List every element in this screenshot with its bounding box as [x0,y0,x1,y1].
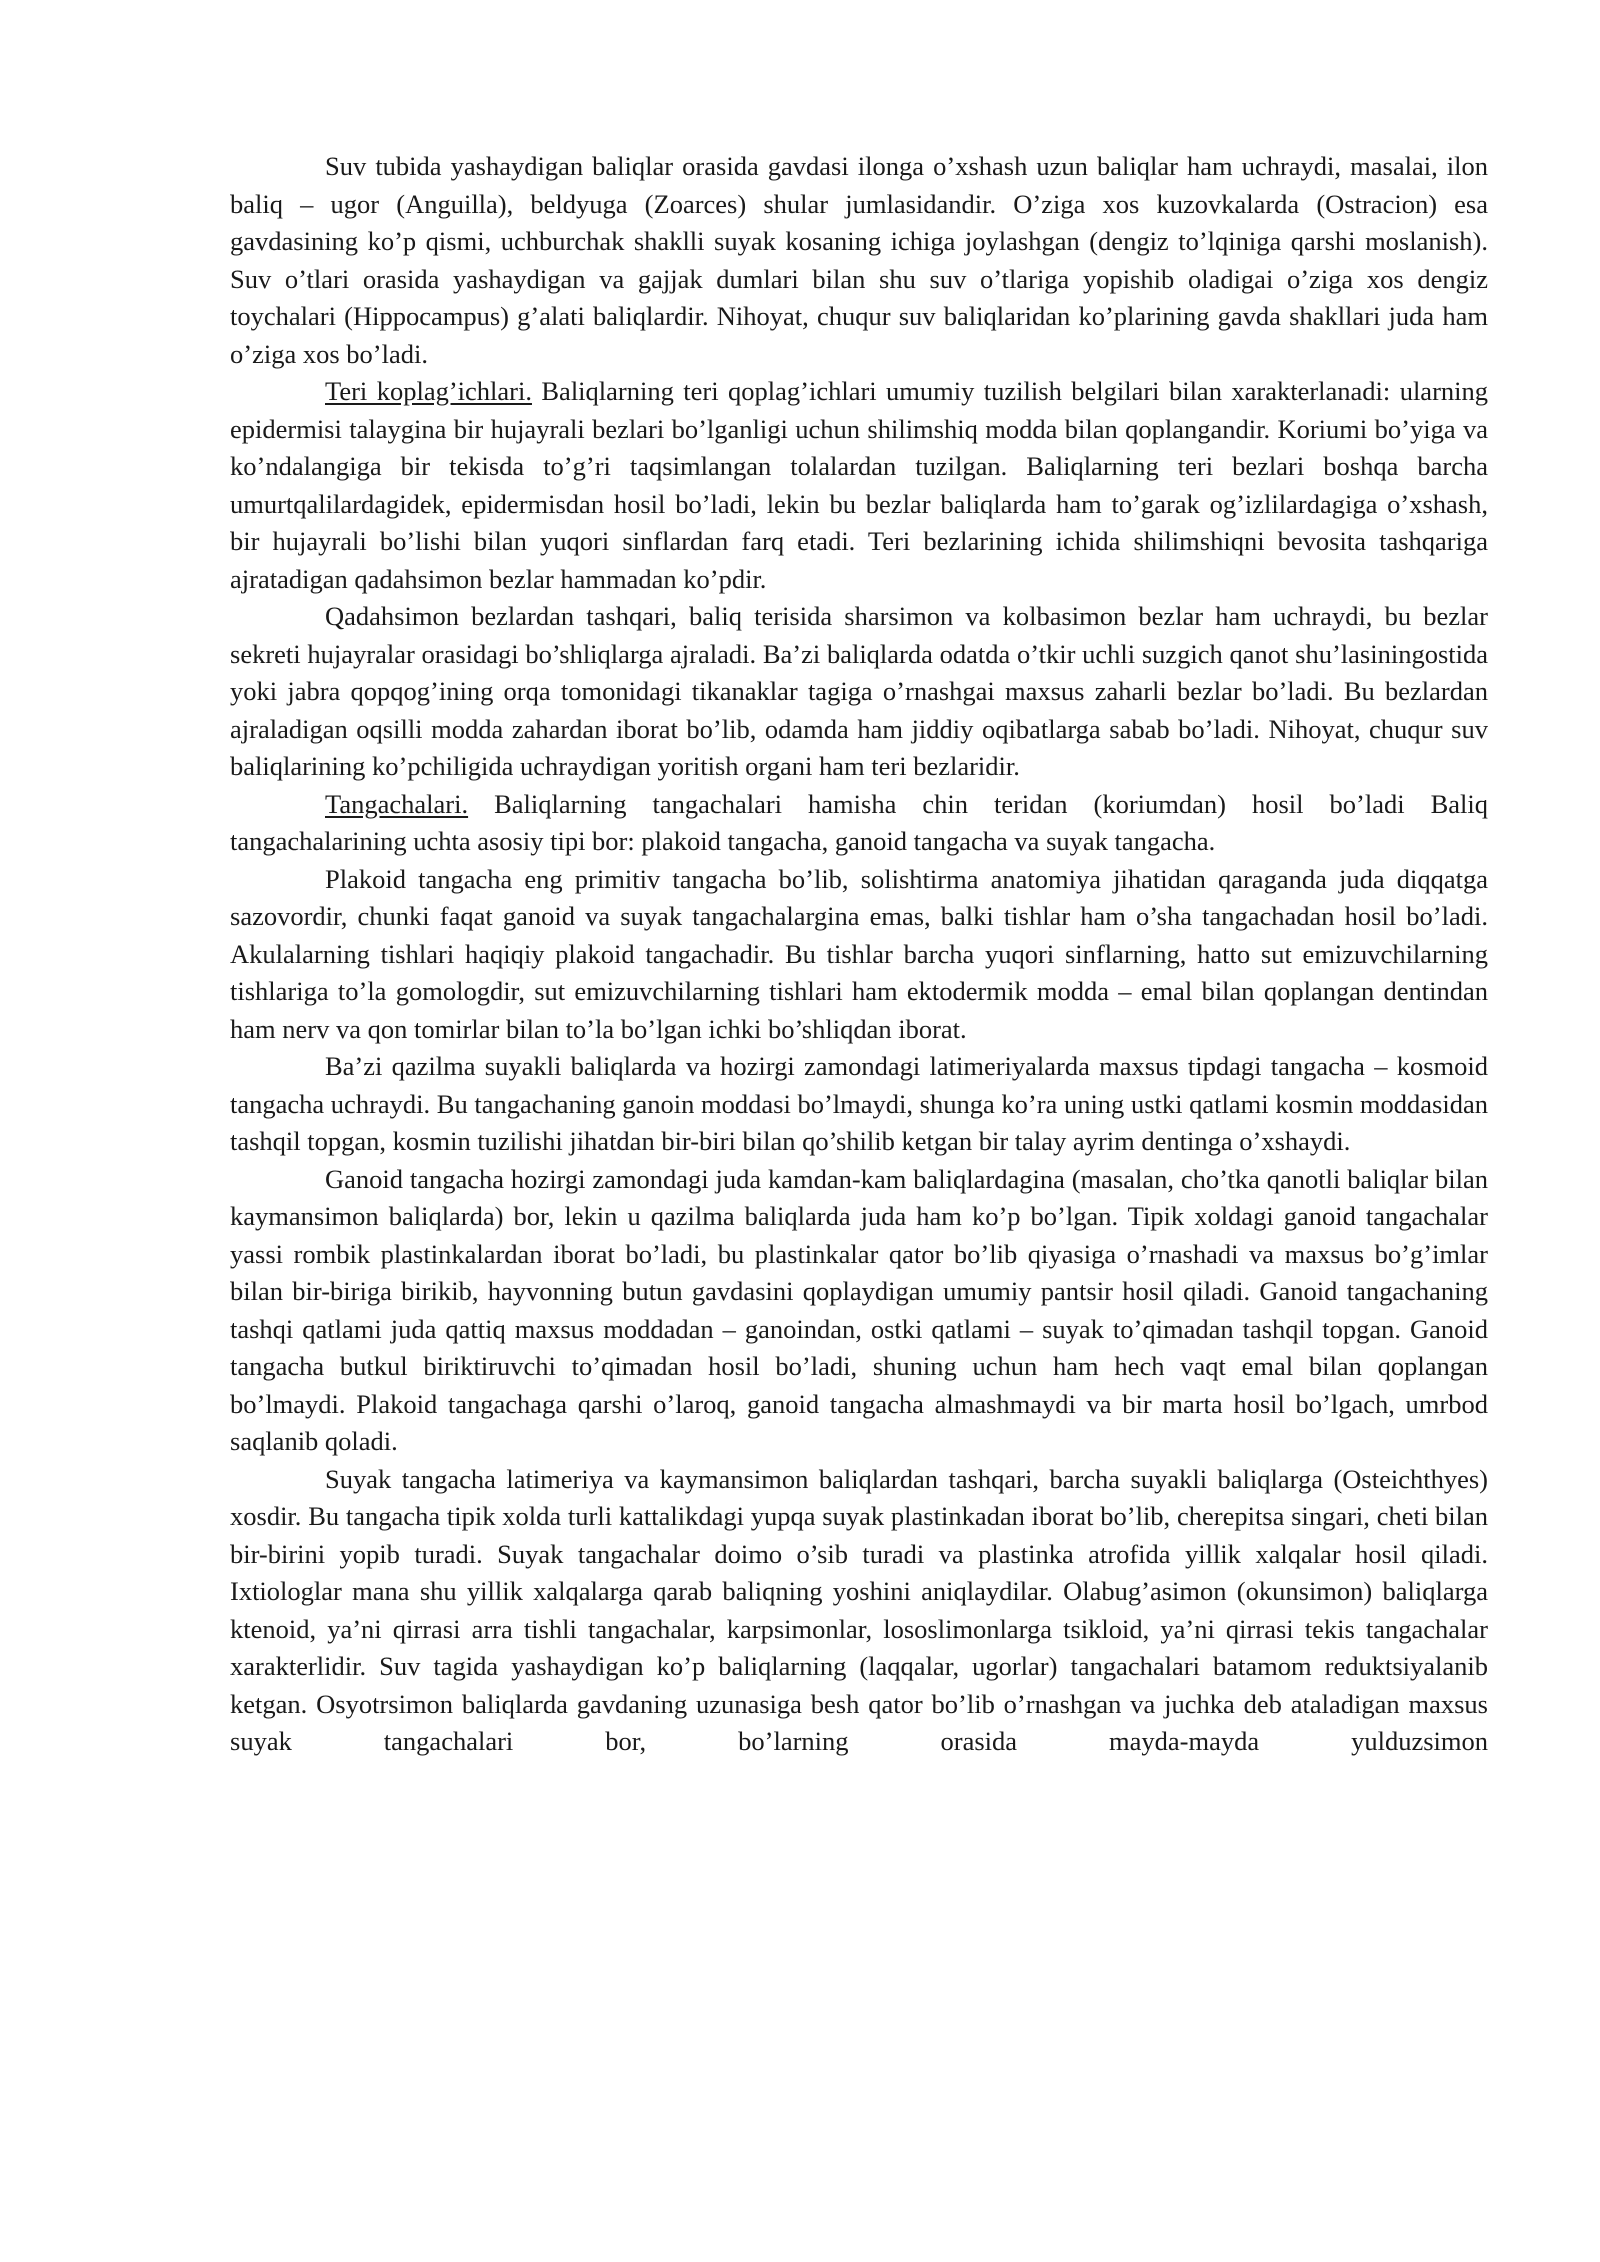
paragraph-text: Qadahsimon bezlardan tashqari, baliq terisida sharsimon va kolbasimon bezlar ham uchraydi, bu bezlar sekreti hujayralar orasidagi bo’shliqlarga ajraladi. Ba’zi baliqlarda odatda o’tkir uchli suzgich qanot shu’lasiningostida yoki jabra qopqog’ining orqa tomonidagi tikanaklar tagiga o’rnashgai maxsus zaharli bezlar bo’ladi. Bu bezlardan ajraladigan oqsilli modda zahardan iborat bo’lib, odamda ham jiddiy oqibatlarga sabab bo’ladi. Nihoyat, chuqur suv baliqlarining ko’pchiligida uchraydigan yoritish organi ham teri bezlaridir. [230,601,1488,781]
paragraph-text: Baliqlarning tangachalari hamisha chin teridan (koriumdan) hosil bo’ladi Baliq tangachalarining uchta asosiy tipi bor: plakoid tangacha, ganoid tangacha va suyak tangacha. [230,788,1488,856]
section-heading-skin: Teri koplag’ichlari. [325,376,532,406]
paragraph-placoid [230,861,1488,1049]
paragraph-text: Ganoid tangacha hozirgi zamondagi juda kamdan-kam baliqlardagina (masalan, cho’tka qanotli baliqlar bilan kaymansimon baliqlarda) bor, lekin u qazilma baliqlarda juda ham ko’p bo’lgan. Tipik xoldagi ganoid tangachalar yassi rombik plastinkalardan iborat bo’ladi, bu plastinkalar qator bo’lib qiyasiga o’rnashadi va maxsus bo’g’imlar bilan bir-biriga birikib, hayvonning butun gavdasini qoplaydigan umumiy pantsir hosil qiladi. Ganoid tangachaning tashqi qatlami juda qattiq maxsus moddadan – ganoindan, ostki qatlami – suyak to’qimadan tashqil topgan. Ganoid tangacha butkul biriktiruvchi to’qimadan hosil bo’ladi, shuning uchun ham hech vaqt emal bilan qoplangan bo’lmaydi. Plakoid tangachaga qarshi o’laroq, ganoid tangacha almashmaydi va bir marta hosil bo’lgach, umrbod saqlanib qoladi. [230,1163,1488,1456]
paragraph-text: Ba’zi qazilma suyakli baliqlarda va hozirgi zamondagi latimeriyalarda maxsus tipdagi tangacha – kosmoid tangacha uchraydi. Bu tangachaning ganoin moddasi bo’lmaydi, shunga ko’ra uning ustki qatlami kosmin moddasidan tashqil topgan, kosmin tuzilishi jihatdan bir-biri bilan qo’shilib ketgan bir talay ayrim dentinga o’xshaydi. [230,1051,1488,1156]
paragraph-text: Suyak tangacha latimeriya va kaymansimon baliqlardan tashqari, barcha suyakli baliqlarga (Osteichthyes) xosdir. Bu tangacha tipik xolda turli kattalikdagi yupqa suyak plastinkadan iborat bo’lib, cherepitsa singari, cheti bilan bir-birini yopib turadi. Suyak tangachalar doimo o’sib turadi va plastinka atrofida yillik xalqalar hosil qiladi. Ixtiologlar mana shu yillik xalqalarga qarab baliqning yoshini aniqlaydilar. Olabug’asimon (okunsimon) baliqlarga ktenoid, ya’ni qirrasi arra tishli tangachalar, karpsimonlar, lososlimonlarga tsikloid, ya’ni qirrasi tekis tangachalar xarakterlidir. Suv tagida yashaydigan ko’p baliqlarning (laqqalar, ugorlar) tangachalari batamom reduktsiyalanib ketgan. Osyotrsimon baliqlarda gavdaning uzunasiga besh qator bo’lib o’rnashgan va juchka deb ataladigan maxsus suyak tangachalari bor, bo’larning orasida mayda-mayda yulduzsimon [230,1463,1488,1756]
paragraph-bony-scales [230,1461,1488,1761]
paragraph-scales-intro [230,786,1488,861]
paragraph-body-shapes [230,148,1488,373]
paragraph-skin-coverings [230,373,1488,598]
paragraph-text: Plakoid tangacha eng primitiv tangacha bo’lib, solishtirma anatomiya jihatidan qaraganda juda diqqatga sazovordir, chunki faqat ganoid va suyak tangachalargina emas, balki tishlar ham o’sha tangachadan hosil bo’ladi. Akulalarning tishlari haqiqiy plakoid tangachadir. Bu tishlar barcha yuqori sinflarning, hatto sut emizuvchilarning tishlariga to’la gomologdir, sut emizuvchilarning tishlari ham ektodermik modda – emal bilan qoplangan dentindan ham nerv va qon tomirlar bilan to’la bo’lgan ichki bo’shliqdan iborat. [230,863,1488,1044]
paragraph-glands [230,598,1488,786]
paragraph-ganoid [230,1161,1488,1461]
paragraph-text: Baliqlarning teri qoplag’ichlari umumiy tuzilish belgilari bilan xarakterlanadi: ularning epidermisi talaygina bir hujayrali bezlari bo’lganligi uchun shilimshiq modda bilan qoplangandir. Koriumi bo’yiga va ko’ndalangiga bir tekisda to’g’ri taqsimlangan tolalardan tuzilgan. Baliqlarning teri bezlari boshqa barcha umurtqalilardagidek, epidermisdan hosil bo’ladi, lekin bu bezlar baliqlarda ham to’garak og’izlilardagiga o’xshash, bir hujayrali bo’lishi bilan yuqori sinflardan farq etadi. Teri bezlarining ichida shilimshiqni bevosita tashqariga ajratadigan qadahsimon bezlar hammadan ko’pdir. [230,376,1489,594]
section-heading-scales: Tangachalari. [325,788,469,819]
paragraph-cosmoid [230,1048,1488,1161]
paragraph-text: Suv tubida yashaydigan baliqlar orasida gavdasi ilonga o’xshash uzun baliqlar ham uchraydi, masalai, ilon baliq – ugor (Anguilla), beldyuga (Zoarces) shular jumlasidandir. O’ziga xos kuzovkalarda (Ostracion) esa gavdasining ko’p qismi, uchburchak shaklli suyak kosaning ichiga joylashgan (dengiz to’lqiniga qarshi moslanish). Suv o’tlari orasida yashaydigan va gajjak dumlari bilan shu suv o’tlariga yopishib oladigai o’ziga xos dengiz toychalari (Hippocampus) g’alati baliqlardir. Nihoyat, chuqur suv baliqlaridan ko’plarining gavda shakllari juda ham o’ziga xos bo’ladi. [230,151,1488,369]
document-page [230,148,1488,1761]
